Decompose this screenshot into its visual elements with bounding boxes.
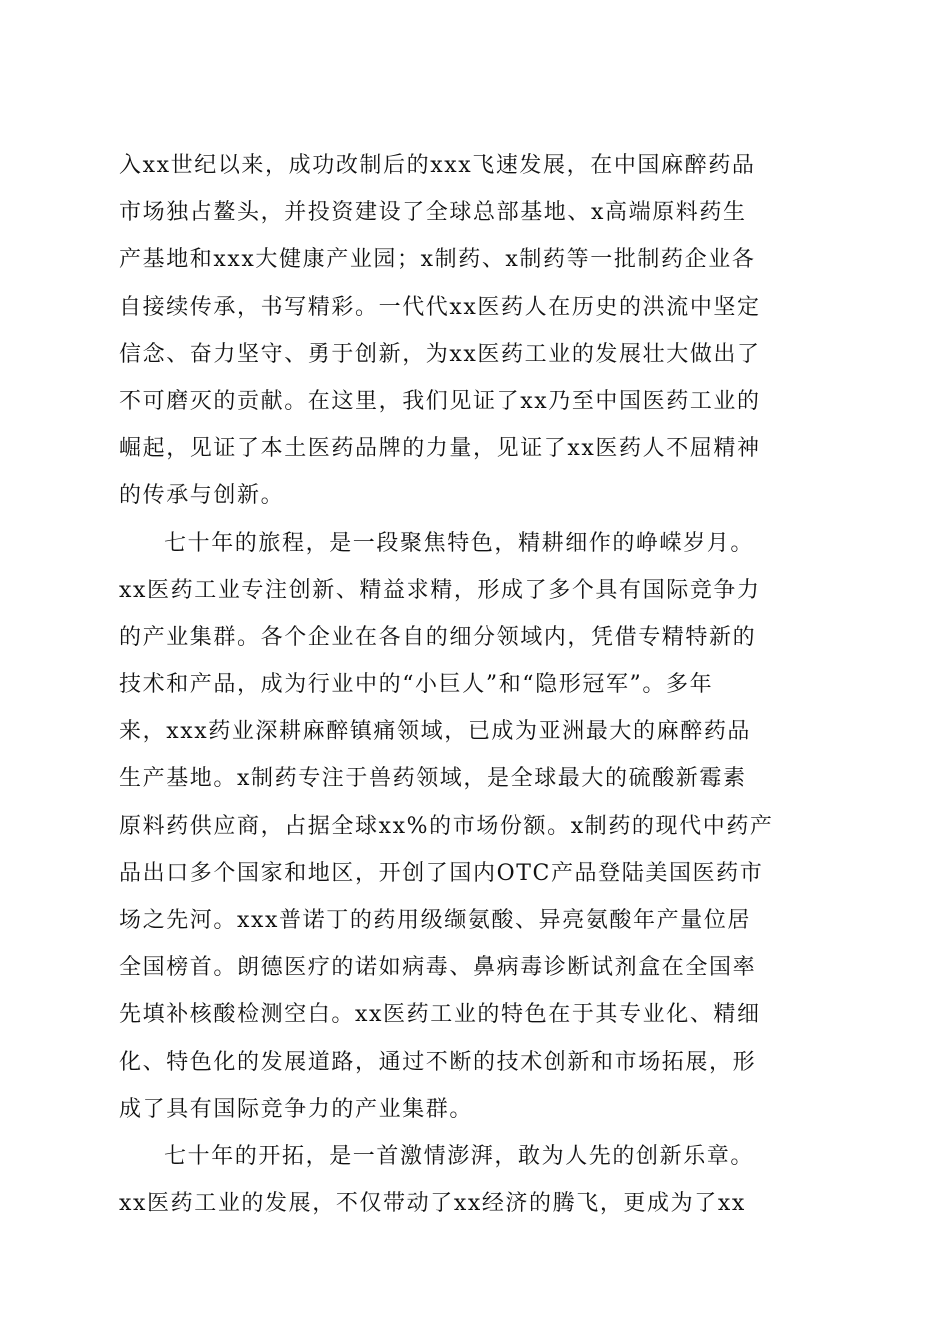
text-line: 技术和产品，成为行业中的“小巨人”和“隐形冠军”。多年	[119, 672, 714, 698]
text-line: 自接续传承，书写精彩。一代代xx医药人在历史的洪流中坚定	[119, 294, 761, 320]
text-line: 成了具有国际竞争力的产业集群。	[119, 1096, 474, 1122]
text-line: xx医药工业的发展，不仅带动了xx经济的腾飞，更成为了xx	[119, 1191, 746, 1217]
text-line: 场之先河。xxx普诺丁的药用级缬氨酸、异亮氨酸年产量位居	[119, 908, 752, 933]
text-line: 信念、奋力坚守、勇于创新，为xx医药工业的发展壮大做出了	[119, 341, 761, 367]
text-line: 生产基地。x制药专注于兽药领域，是全球最大的硫酸新霉素	[119, 766, 747, 792]
text-line: 产基地和xxx大健康产业园；x制药、x制药等一批制药企业各	[119, 247, 756, 273]
paragraph-first-line: 七十年的旅程，是一段聚焦特色，精耕细作的峥嵘岁月。	[164, 530, 755, 556]
text-line: 市场独占鳌头，并投资建设了全球总部基地、x高端原料药生	[119, 200, 747, 226]
body-text	[119, 142, 829, 1227]
text-line: xx医药工业专注创新、精益求精，形成了多个具有国际竞争力	[119, 577, 761, 603]
text-line: 原料药供应商，占据全球xx%的市场份额。x制药的现代中药产	[119, 813, 774, 839]
paragraph-first-line: 七十年的开拓，是一首激情澎湃，敢为人先的创新乐章。	[164, 1143, 755, 1169]
text-line: 品出口多个国家和地区，开创了国内OTC产品登陆美国医药市	[119, 860, 764, 886]
text-line: 先填补核酸检测空白。xx医药工业的特色在于其专业化、精细	[119, 1002, 761, 1028]
text-line: 不可磨灭的贡献。在这里，我们见证了xx乃至中国医药工业的	[119, 388, 761, 414]
text-line: 崛起，见证了本土医药品牌的力量，见证了xx医药人不屈精神	[119, 436, 761, 462]
text-line: 全国榜首。朗德医疗的诺如病毒、鼻病毒诊断试剂盒在全国率	[119, 955, 757, 981]
text-line: 化、特色化的发展道路，通过不断的技术创新和市场拓展，形	[119, 1049, 757, 1075]
text-line: 的产业集群。各个企业在各自的细分领域内，凭借专精特新的	[119, 624, 757, 650]
text-line: 的传承与创新。	[119, 483, 285, 509]
text-line: 入xx世纪以来，成功改制后的xxx飞速发展，在中国麻醉药品	[119, 153, 756, 178]
text-line: 来，xxx药业深耕麻醉镇痛领域，已成为亚洲最大的麻醉药品	[119, 719, 752, 745]
